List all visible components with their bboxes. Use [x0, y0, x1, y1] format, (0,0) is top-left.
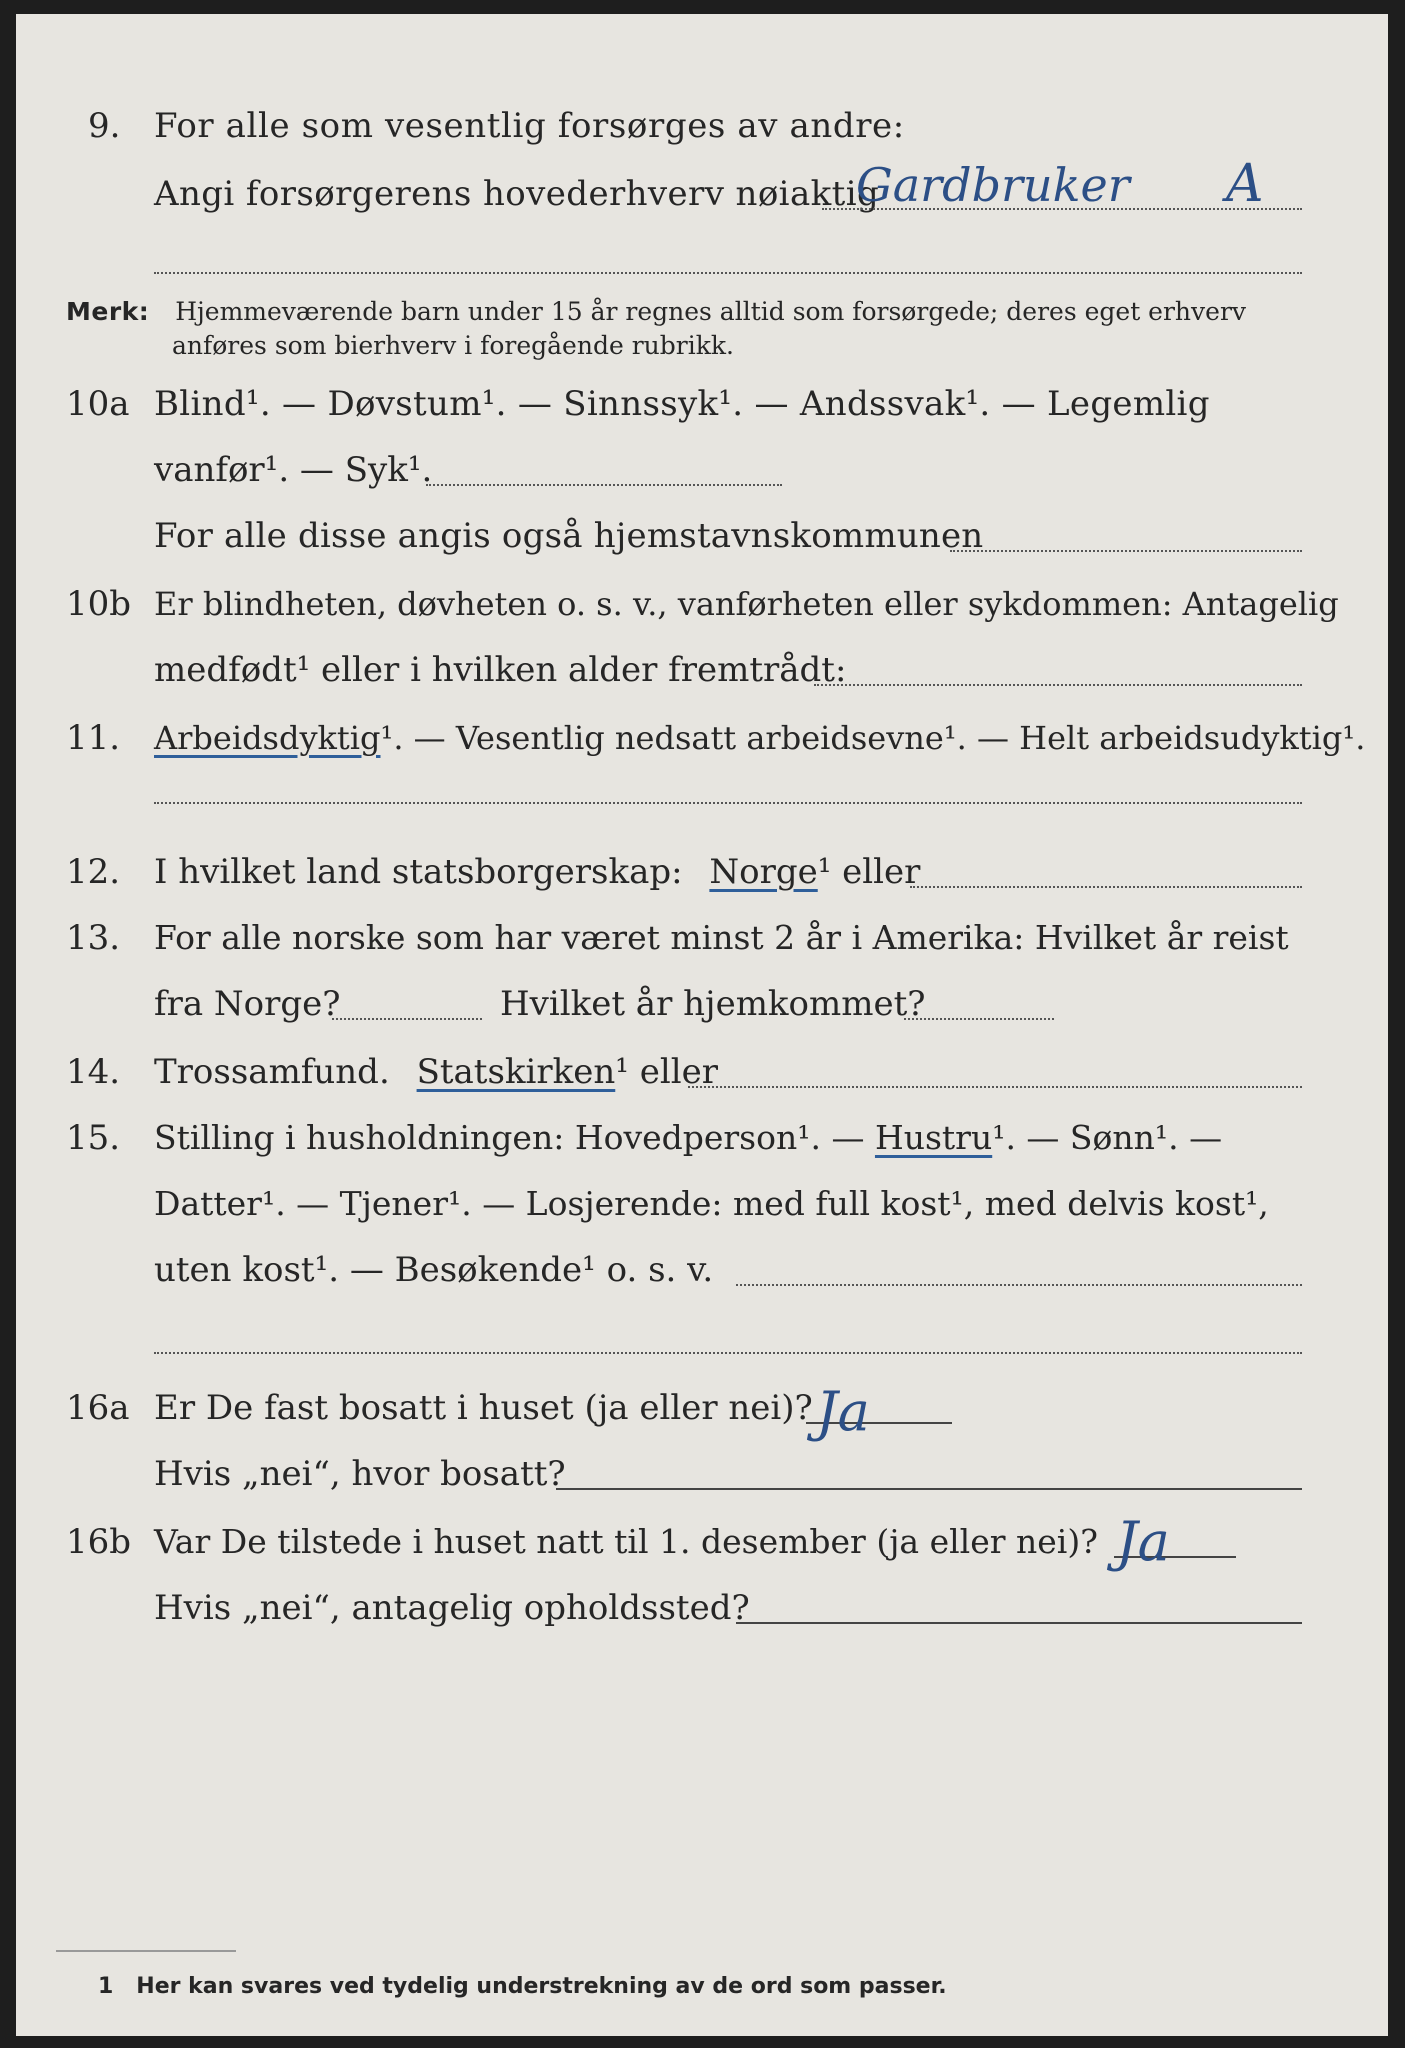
q12-post: ¹ eller: [817, 852, 921, 892]
q14-line: [154, 1052, 718, 1092]
q12-underlined-answer: Norge: [709, 852, 818, 892]
q10a-number: 10a: [66, 384, 130, 424]
q12-number: 12.: [66, 852, 121, 892]
q14-pre: Trossamfund.: [154, 1052, 390, 1092]
q16b-line1: Var De tilstede i huset natt til 1. desember (ja eller nei)?: [154, 1522, 1098, 1561]
q12-pre: I hvilket land statsborgerskap:: [154, 852, 683, 892]
q14-eller-line: [688, 1086, 1302, 1088]
q16a-handwritten-answer: Ja: [816, 1380, 870, 1443]
q13-reist-line: [332, 1018, 482, 1020]
q15-line1b: ¹. — Sønn¹. —: [992, 1118, 1223, 1157]
q13-number: 13.: [66, 918, 121, 958]
footnote: [98, 1974, 947, 1999]
q14-post: ¹ eller: [615, 1052, 718, 1092]
q16a-number: 16a: [66, 1388, 130, 1428]
q16b-number: 16b: [66, 1522, 132, 1562]
q16b-line2: Hvis „nei“, antagelig opholdssted?: [154, 1588, 750, 1628]
q9-handwritten-mark: A: [1226, 154, 1264, 214]
q10a-line3: For alle disse angis også hjemstavnskommunen: [154, 516, 984, 556]
q12-line: [154, 852, 920, 892]
q9-line2: Angi forsørgerens hovederhverv nøiaktig: [154, 174, 880, 214]
q16a-line2: Hvis „nei“, hvor bosatt?: [154, 1454, 566, 1494]
q16b-handwritten-answer: Ja: [1116, 1510, 1170, 1573]
q15-number: 15.: [66, 1118, 121, 1158]
q15-line1: [154, 1118, 1222, 1158]
q13-hjemkommet-line: [904, 1018, 1054, 1020]
q13-line2b: Hvilket år hjemkommet?: [500, 984, 926, 1024]
q15-line1a: Stilling i husholdningen: Hovedperson¹. —: [154, 1118, 865, 1157]
q11-underlined-answer: Arbeidsdyktig: [154, 719, 381, 757]
q9-line1: For alle som vesentlig forsørges av andre:: [154, 106, 905, 146]
footnote-mark: 1: [98, 1974, 114, 1999]
q14-underlined-answer: Statskirken: [416, 1052, 616, 1092]
merk-note: [66, 296, 1246, 328]
q10b-alder-line: [814, 684, 1302, 686]
q9-extra-line: [154, 272, 1302, 274]
q15-line3: uten kost¹. — Besøkende¹ o. s. v.: [154, 1250, 714, 1290]
q16a-line1: Er De fast bosatt i huset (ja eller nei)?: [154, 1388, 813, 1428]
merk-line2: anføres som bierhverv i foregående rubrikk.: [172, 331, 734, 360]
q13-line1: For alle norske som har været minst 2 år i Amerika: Hvilket år reist: [154, 918, 1289, 957]
q10a-syk-line: [426, 484, 782, 486]
q15-osv-line: [736, 1284, 1302, 1286]
q10a-kommune-line: [950, 550, 1302, 552]
census-form-page: [16, 14, 1388, 2036]
q10a-line1: Blind¹. — Døvstum¹. — Sinnssyk¹. — Andssvak¹. — Legemlig: [154, 384, 1210, 424]
q16b-opholdssted-line: [736, 1622, 1302, 1624]
q9-number: 9.: [88, 106, 121, 146]
merk-line1: Hjemmeværende barn under 15 år regnes alltid som forsørgede; deres eget erhverv: [175, 297, 1247, 326]
q11-number: 11.: [66, 718, 121, 758]
footnote-text: Her kan svares ved tydelig understrekning av de ord som passer.: [136, 1974, 947, 1999]
q11-line: [154, 718, 1365, 758]
q11-rest: ¹. — Vesentlig nedsatt arbeidsevne¹. — Helt arbeidsudyktig¹.: [380, 719, 1366, 757]
q14-number: 14.: [66, 1052, 121, 1092]
q13-line2a: fra Norge?: [154, 984, 341, 1024]
q16a-bosatt-line: [556, 1488, 1302, 1490]
q9-handwritten-answer: Gardbruker: [856, 158, 1130, 212]
q15-extra-line: [154, 1352, 1302, 1354]
q15-underlined-answer: Hustru: [874, 1118, 993, 1157]
q10b-number: 10b: [66, 584, 132, 624]
q11-extra-line: [154, 802, 1302, 804]
q15-line2: Datter¹. — Tjener¹. — Losjerende: med full kost¹, med delvis kost¹,: [154, 1184, 1269, 1223]
q10a-line2: vanfør¹. — Syk¹.: [154, 450, 433, 490]
footnote-rule: [56, 1950, 236, 1952]
q10b-line2: medfødt¹ eller i hvilken alder fremtrådt:: [154, 650, 847, 690]
q12-eller-line: [910, 886, 1302, 888]
merk-label: Merk:: [66, 297, 150, 326]
q10b-line1: Er blindheten, døvheten o. s. v., vanførheten eller sykdommen: Antagelig: [154, 585, 1339, 623]
